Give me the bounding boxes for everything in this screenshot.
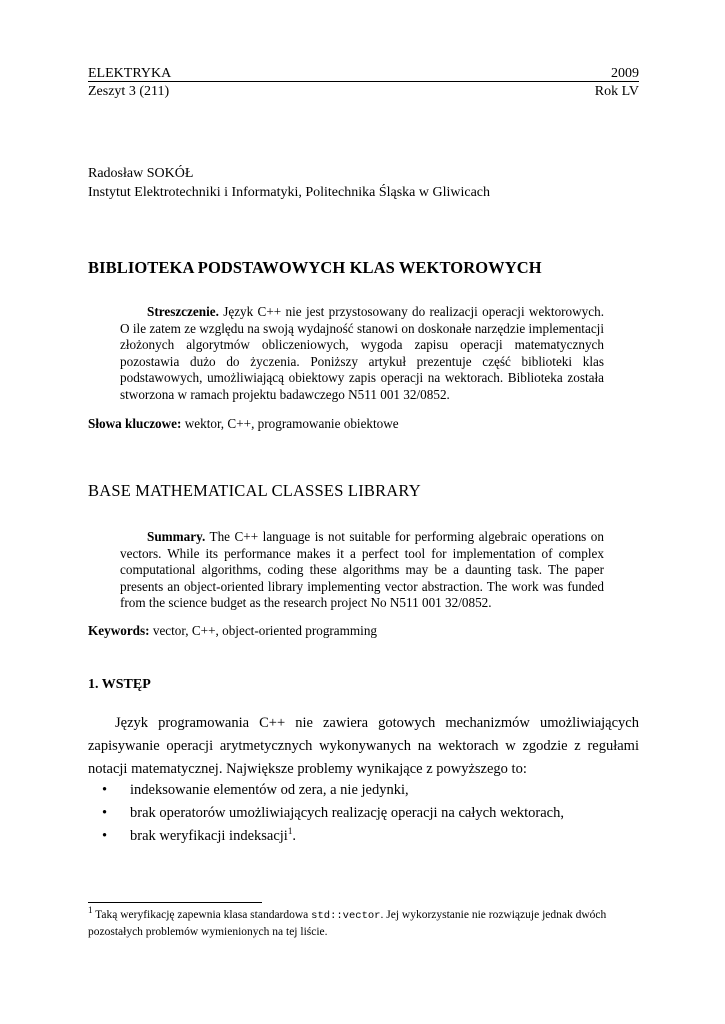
bullet-icon: •	[102, 782, 108, 798]
title-polish: BIBLIOTEKA PODSTAWOWYCH KLAS WEKTOROWYCH	[88, 258, 542, 277]
keywords-english-text: vector, C++, object-oriented programming	[152, 623, 378, 638]
section-heading: 1. WSTĘP	[88, 677, 151, 692]
footnote-number: 1	[88, 905, 93, 916]
list-item	[88, 825, 639, 848]
problem-list	[88, 779, 639, 848]
author-name: Radosław SOKÓŁ	[88, 166, 194, 181]
abstract-english-label: Summary.	[147, 529, 206, 544]
title-english: BASE MATHEMATICAL CLASSES LIBRARY	[88, 481, 421, 500]
footnote-code: std::vector	[311, 910, 381, 922]
journal-volume: Rok LV	[594, 84, 639, 99]
list-item	[88, 779, 639, 802]
footnote-text-after: . Jej wykorzystanie nie rozwiązuje jednak dwóch pozostałych problemów wymienionych na tej liście.	[88, 909, 607, 938]
author-affiliation: Instytut Elektrotechniki i Informatyki, Politechnika Śląska w Gliwicach	[88, 185, 491, 200]
keywords-polish	[88, 416, 399, 432]
bullet-icon: •	[102, 828, 108, 844]
journal-name: ELEKTRYKA	[88, 66, 172, 81]
footnote	[88, 905, 639, 940]
header-rule	[88, 81, 639, 82]
abstract-english-text: The C++ language is not suitable for performing algebraic operations on vectors. While its performance makes it a perfect tool for implementation of complex computational algorithms, coding these algorithms may be a daunting task. The paper presents an object-oriented library implementing vector abstraction. The work was funded from the science budget as the research project No N511 001 32/0852.	[120, 529, 604, 611]
list-item-text: brak weryfikacji indeksacji	[130, 828, 288, 844]
keywords-english	[88, 623, 377, 639]
list-item-text: brak operatorów umożliwiających realizację operacji na całych wektorach,	[130, 805, 564, 821]
abstract-polish-text: Język C++ nie jest przystosowany do realizacji operacji wektorowych. O ile zatem ze względu na swoją wydajność stanowi on doskonałe narzędzie implementacji złożonych algorytmów obliczeniowych, wygoda zapisu operacji matematycznych pozostawia dużo do życzenia. Poniższy artykuł prezentuje część biblioteki klas podstawowych, umożliwiającą obiektowy zapis operacji na wektorach. Biblioteka została stworzona w ramach projektu badawczego N511 001 32/0852.	[120, 304, 605, 402]
abstract-polish	[120, 304, 604, 404]
keywords-polish-text: wektor, C++, programowanie obiektowe	[184, 416, 399, 431]
list-item-text: indeksowanie elementów od zera, a nie jedynki,	[130, 782, 409, 798]
footnote-ref[interactable]: 1	[287, 826, 293, 837]
list-item-end: .	[292, 828, 296, 844]
list-item	[88, 802, 639, 825]
running-header-bottom	[88, 84, 639, 100]
keywords-english-label: Keywords:	[88, 623, 150, 638]
keywords-polish-label: Słowa kluczowe:	[88, 416, 182, 431]
footnote-rule	[88, 902, 262, 903]
running-header-top	[88, 66, 639, 82]
footnote-text-before: Taką weryfikację zapewnia klasa standardowa	[95, 909, 309, 921]
section-paragraph: Język programowania C++ nie zawiera gotowych mechanizmów umożliwiających zapisywanie operacji arytmetycznych wykonywanych na wektorach w zgodzie z regułami notacji matematycznej. Największe problemy wynikające z powyższego to:	[88, 715, 639, 777]
bullet-icon: •	[102, 805, 108, 821]
abstract-english	[120, 529, 604, 612]
journal-issue: Zeszyt 3 (211)	[88, 84, 170, 99]
abstract-polish-label: Streszczenie.	[147, 304, 219, 319]
journal-year: 2009	[611, 66, 639, 81]
